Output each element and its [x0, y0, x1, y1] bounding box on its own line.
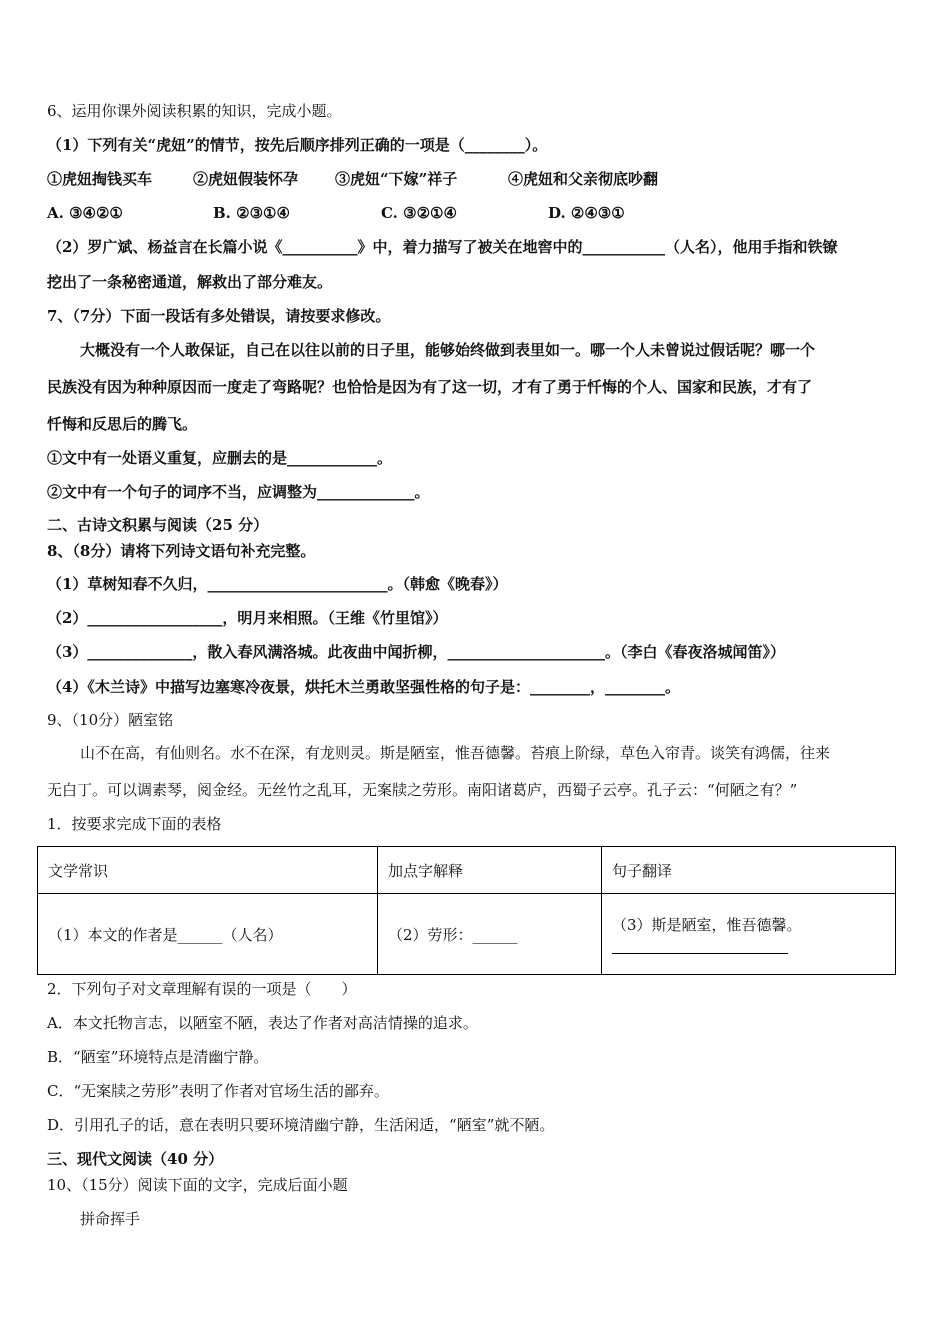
q7-para-line1: 大概没有一个人敢保证，自己在以往以前的日子里，能够始终做到表里如一。哪一个人未曾说过假话呢？哪一个	[80, 341, 816, 359]
q7-item2: ②文中有一个句子的词序不当，应调整为_____________。	[47, 483, 430, 501]
q10-article-title: 拼命挥手	[80, 1210, 141, 1228]
section3-title: 三、现代文阅读（40 分）	[47, 1150, 224, 1168]
q6-sub1: （1）下列有关“虎妞”的情节，按先后顺序排列正确的一项是（________）。	[47, 136, 548, 154]
q8-line2: （2）__________________，明月来相照。（王维《竹里馆》）	[47, 609, 448, 627]
q6-option-d: D. ②④③①	[548, 204, 625, 222]
q9-text-line2: 无白丁。可以调素琴，阅金经。无丝竹之乱耳，无案牍之劳形。南阳诸葛庐，西蜀子云亭。孔子云：“何陋之有？”	[47, 781, 798, 799]
q9-choice-c: C．“无案牍之劳形”表明了作者对官场生活的鄙弃。	[47, 1082, 389, 1100]
q6-sub2-line1: （2）罗广斌、杨益言在长篇小说《__________》中，着力描写了被关在地窖中的___________（人名），他用手指和铁镣	[47, 238, 838, 256]
q6-sub2-line2: 挖出了一条秘密通道，解救出了部分难友。	[47, 273, 333, 291]
q7-title: 7、（7分）下面一段话有多处错误，请按要求修改。	[47, 307, 391, 325]
table-cell-laoxing: （2）劳形：______	[378, 894, 602, 975]
q7-para-line3: 忏悔和反思后的腾飞。	[47, 415, 198, 433]
q6-option-c: C. ③②①④	[381, 204, 457, 222]
table-header-literature: 文学常识	[38, 847, 378, 894]
table-cell-author: （1）本文的作者是______（人名）	[38, 894, 378, 975]
q6-event-4: ④虎妞和父亲彻底吵翻	[508, 170, 659, 188]
q10-title: 10、（15分）阅读下面的文字，完成后面小题	[47, 1176, 348, 1194]
translation-prompt: （3）斯是陋室，惟吾德馨。	[612, 916, 802, 934]
q9-table	[37, 846, 896, 975]
q7-para-line2: 民族没有因为种种原因而一度走了弯路呢？也恰恰是因为有了这一切，才有了勇于忏悔的个人、国家和民族，才有了	[47, 378, 813, 396]
q6-event-2: ②虎妞假装怀孕	[193, 170, 299, 188]
table-cell-translation	[602, 894, 896, 975]
q9-title: 9、（10分）陋室铭	[47, 711, 174, 729]
q9-choice-b: B．“陋室”环境特点是清幽宁静。	[47, 1048, 269, 1066]
q6-option-a: A. ③④②①	[47, 204, 123, 222]
q9-task2: 2．下列句子对文章理解有误的一项是（ ）	[47, 980, 357, 998]
q9-task1: 1．按要求完成下面的表格	[47, 815, 222, 833]
table-header-translation: 句子翻译	[602, 847, 896, 894]
q6-title: 6、运用你课外阅读积累的知识，完成小题。	[47, 102, 342, 120]
q8-title: 8、（8分）请将下列诗文语句补充完整。	[47, 542, 316, 560]
translation-answer-line	[612, 935, 788, 954]
section2-title: 二、古诗文积累与阅读（25 分）	[47, 516, 269, 534]
q6-option-b: B. ②③①④	[213, 204, 290, 222]
q7-item1: ①文中有一处语义重复，应删去的是____________。	[47, 449, 393, 467]
q8-line3: （3）______________，散入春风满洛城。此夜曲中闻折柳，_____________________。（李白《春夜洛城闻笛》）	[47, 643, 785, 661]
q6-event-3: ③虎妞“下嫁”祥子	[335, 170, 458, 188]
q6-event-1: ①虎妞掏钱买车	[47, 170, 153, 188]
table-header-word-explanation: 加点字解释	[378, 847, 602, 894]
q9-choice-a: A．本文托物言志，以陋室不陋，表达了作者对高洁情操的追求。	[47, 1014, 478, 1032]
q8-line1: （1）草树知春不久归，________________________。（韩愈《晚春》）	[47, 575, 508, 593]
q9-text-line1: 山不在高，有仙则名。水不在深，有龙则灵。斯是陋室，惟吾德馨。苔痕上阶绿，草色入帘青。谈笑有鸿儒，往来	[80, 744, 831, 762]
q9-choice-d: D．引用孔子的话，意在表明只要环境清幽宁静，生活闲适，“陋室”就不陋。	[47, 1116, 555, 1134]
q8-line4: （4）《木兰诗》中描写边塞寒冷夜景，烘托木兰勇敢坚强性格的句子是：________，________。	[47, 678, 680, 696]
